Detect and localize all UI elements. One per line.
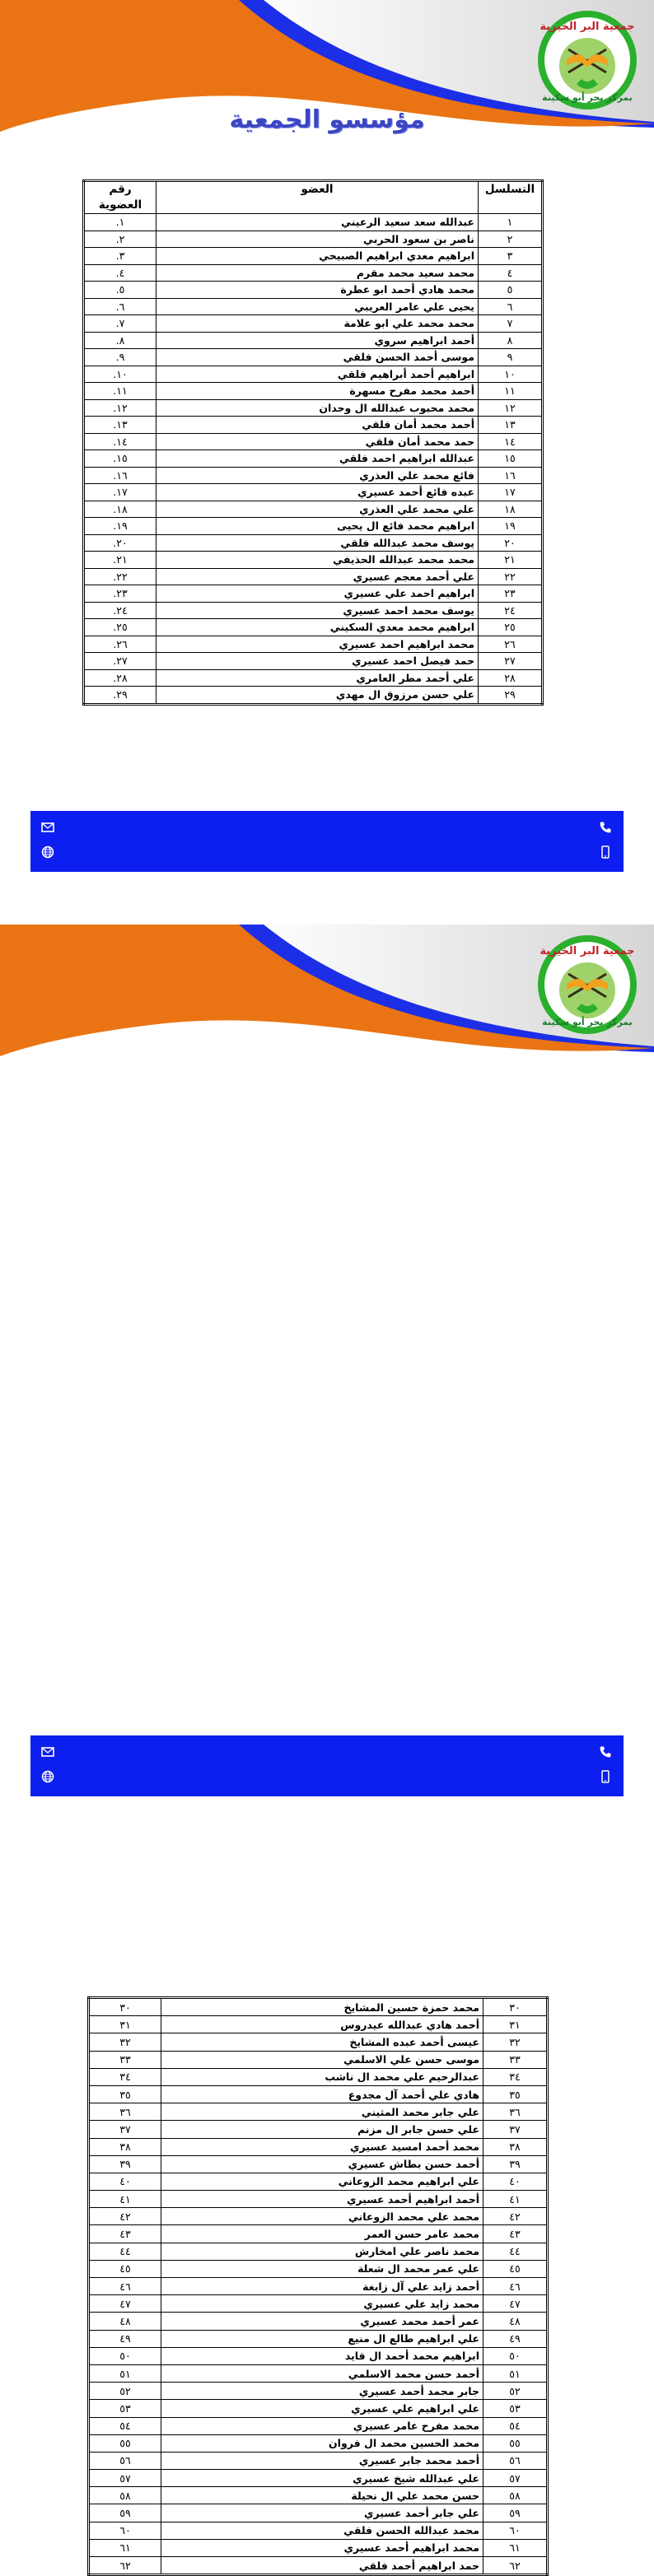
table-row <box>84 366 543 383</box>
mobile-icon <box>599 1770 612 1783</box>
member-name-cell: محمد عبدالله الحسن فلقي <box>161 2522 483 2539</box>
table-row <box>89 2470 548 2487</box>
seq-cell: ٣٩ <box>483 2155 548 2173</box>
member-name-cell: محمد ابراهيم أحمد عسيري <box>161 2539 483 2556</box>
seq-cell: ٥٤ <box>483 2417 548 2434</box>
seq-cell: ٥٥ <box>483 2434 548 2452</box>
seq-cell: ١٣ <box>479 417 543 434</box>
footer-bar <box>30 811 624 872</box>
member-name-cell: محمد محمد عبدالله الحذيفي <box>156 552 479 569</box>
membership-no-cell: ١٧. <box>84 484 156 501</box>
membership-no-cell: ٣٤ <box>89 2068 161 2085</box>
member-name-cell: ابراهيم احمد علي عسيري <box>156 585 479 603</box>
table-row <box>84 282 543 299</box>
table-row <box>84 264 543 282</box>
email-icon <box>41 821 54 834</box>
table-row <box>84 501 543 518</box>
member-name-cell: علي ابراهيم محمد الزوعاني <box>161 2173 483 2190</box>
member-name-cell: أحمد محمد أمان فلقي <box>156 417 479 434</box>
seq-cell: ٢٩ <box>479 687 543 705</box>
table-row <box>84 450 543 468</box>
table-row <box>84 417 543 434</box>
member-name-cell: أحمد حسن بطاش عسيري <box>161 2155 483 2173</box>
member-name-cell: أحمد محمد مفرح مسهرة <box>156 383 479 400</box>
table-row <box>89 2121 548 2138</box>
table-row <box>84 552 543 569</box>
seq-cell: ٤٧ <box>483 2295 548 2313</box>
seq-cell: ٣ <box>479 248 543 265</box>
member-name-cell: علي أحمد معجم عسيري <box>156 568 479 585</box>
member-name-cell: عبدالله سعد سعيد الرعيني <box>156 214 479 231</box>
member-name-cell: عمر أحمد محمد عسيري <box>161 2313 483 2330</box>
membership-no-cell: ٦٢ <box>89 2557 161 2575</box>
member-name-cell: محمد هادي أحمد ابو عطرة <box>156 282 479 299</box>
membership-no-cell: ٢٩. <box>84 687 156 705</box>
member-name-cell: حمد فيصل احمد عسيري <box>156 653 479 670</box>
seq-cell: ٤٢ <box>483 2208 548 2225</box>
table-row <box>89 2191 548 2208</box>
seq-cell: ٥٩ <box>483 2504 548 2522</box>
table-row <box>89 2173 548 2190</box>
table-row <box>84 669 543 687</box>
table-row <box>89 2085 548 2103</box>
membership-no-cell: ٤١ <box>89 2191 161 2208</box>
page-2 <box>0 925 654 2572</box>
table-row <box>89 2539 548 2556</box>
table-row <box>89 2051 548 2068</box>
table-row <box>89 2400 548 2417</box>
member-name-cell: عبدالله ابراهيم احمد فلقي <box>156 450 479 468</box>
membership-no-cell: ٣. <box>84 248 156 265</box>
member-name-cell: عيسى أحمد عبده المشايخ <box>161 2033 483 2051</box>
table-row <box>89 2313 548 2330</box>
seq-cell: ٢٨ <box>479 669 543 687</box>
membership-no-cell: ٣٩ <box>89 2155 161 2173</box>
seq-cell: ٥ <box>479 282 543 299</box>
membership-no-cell: ٢. <box>84 231 156 248</box>
seq-cell: ١٠ <box>479 366 543 383</box>
seq-cell: ٤١ <box>483 2191 548 2208</box>
footer-bar <box>30 1735 624 1796</box>
member-name-cell: أحمد هادي عبدالله عيدروس <box>161 2016 483 2033</box>
membership-no-cell: ٦. <box>84 298 156 315</box>
member-name-cell: محمد الحسين محمد ال فروان <box>161 2434 483 2452</box>
membership-no-cell: ٣٠ <box>89 1998 161 2016</box>
table-body <box>84 214 543 705</box>
seq-cell: ٢٥ <box>479 619 543 636</box>
table-row <box>84 298 543 315</box>
globe-icon <box>41 845 54 859</box>
table-row <box>84 619 543 636</box>
seq-cell: ١ <box>479 214 543 231</box>
membership-no-cell: ٥٠ <box>89 2347 161 2364</box>
membership-no-cell: ٢١. <box>84 552 156 569</box>
organization-logo <box>535 8 639 112</box>
seq-cell: ٤٥ <box>483 2260 548 2277</box>
member-name-cell: محمد محبوب عبدالله ال وحدان <box>156 399 479 417</box>
seq-cell: ٣٥ <box>483 2085 548 2103</box>
member-name-cell: يحيى علي عامر العريبي <box>156 298 479 315</box>
member-name-cell: محمد حمزة حسين المشايخ <box>161 1998 483 2016</box>
seq-cell: ١٥ <box>479 450 543 468</box>
table-row <box>89 2033 548 2051</box>
membership-no-cell: ٥٦ <box>89 2452 161 2469</box>
membership-no-cell: ٤٢ <box>89 2208 161 2225</box>
membership-no-cell: ٣٣ <box>89 2051 161 2068</box>
seq-cell: ١٤ <box>479 433 543 450</box>
table-row <box>84 568 543 585</box>
member-name-cell: ابراهيم محمد أحمد ال قايد <box>161 2347 483 2364</box>
membership-no-cell: ٣٧ <box>89 2121 161 2138</box>
seq-cell: ١٨ <box>479 501 543 518</box>
table-row <box>89 2208 548 2225</box>
membership-no-cell: ٤. <box>84 264 156 282</box>
seq-cell: ٢٠ <box>479 534 543 552</box>
table-row <box>84 484 543 501</box>
table-row <box>89 2295 548 2313</box>
globe-icon <box>41 1770 54 1783</box>
table-row <box>84 315 543 333</box>
member-name-cell: محمد علي محمد الزوعاني <box>161 2208 483 2225</box>
seq-cell: ٥٦ <box>483 2452 548 2469</box>
seq-cell: ٣٤ <box>483 2068 548 2085</box>
membership-no-cell: ٣٨ <box>89 2138 161 2155</box>
seq-cell: ٤٤ <box>483 2243 548 2260</box>
logo-text-top: جمعية البر الخيرية <box>540 945 635 957</box>
member-name-cell: علي عبدالله شيخ عسيري <box>161 2470 483 2487</box>
member-name-cell: ناصر بن سعود الحربي <box>156 231 479 248</box>
membership-no-cell: ٢٤. <box>84 602 156 619</box>
logo-text-bottom: بمركز بحر أبو سكينة <box>542 92 633 103</box>
phone-icon <box>599 821 612 834</box>
seq-cell: ١٩ <box>479 518 543 535</box>
membership-no-cell: ٣١ <box>89 2016 161 2033</box>
membership-no-cell: ١٢. <box>84 399 156 417</box>
member-name-cell: أحمد ابراهيم أحمد عسيري <box>161 2191 483 2208</box>
header-seq: التسلسل <box>479 181 543 214</box>
seq-cell: ٦١ <box>483 2539 548 2556</box>
table-row <box>84 585 543 603</box>
member-name-cell: يوسف محمد احمد عسيري <box>156 602 479 619</box>
member-name-cell: فائع محمد علي العذري <box>156 467 479 484</box>
membership-no-cell: ٥١ <box>89 2364 161 2382</box>
table-row <box>89 1998 548 2016</box>
seq-cell: ١٦ <box>479 467 543 484</box>
table-row <box>89 2225 548 2243</box>
seq-cell: ٦٠ <box>483 2522 548 2539</box>
member-name-cell: علي حسن جابر ال مزنم <box>161 2121 483 2138</box>
membership-no-cell: ٢٣. <box>84 585 156 603</box>
seq-cell: ١١ <box>479 383 543 400</box>
header-membership-no: رقم العضوية <box>84 181 156 214</box>
table-row <box>84 383 543 400</box>
seq-cell: ٣١ <box>483 2016 548 2033</box>
table-row <box>89 2330 548 2347</box>
member-name-cell: موسى أحمد الحسن فلقي <box>156 349 479 366</box>
member-name-cell: علي محمد علي العذري <box>156 501 479 518</box>
membership-no-cell: ١٠. <box>84 366 156 383</box>
member-name-cell: أحمد ابراهيم سروي <box>156 332 479 349</box>
table-row <box>89 2138 548 2155</box>
membership-no-cell: ١٦. <box>84 467 156 484</box>
member-name-cell: علي عمر محمد ال شعلة <box>161 2260 483 2277</box>
table-row <box>89 2452 548 2469</box>
seq-cell: ٥٠ <box>483 2347 548 2364</box>
membership-no-cell: ٥٨ <box>89 2487 161 2504</box>
table-row <box>89 2103 548 2121</box>
member-name-cell: جابر محمد أحمد عسيري <box>161 2383 483 2400</box>
table-row <box>89 2504 548 2522</box>
member-name-cell: أحمد محمد جابر عسيري <box>161 2452 483 2469</box>
table-row <box>89 2068 548 2085</box>
seq-cell: ٢٧ <box>479 653 543 670</box>
membership-no-cell: ٢٧. <box>84 653 156 670</box>
membership-no-cell: ٤٠ <box>89 2173 161 2190</box>
membership-no-cell: ٥. <box>84 282 156 299</box>
seq-cell: ٥٨ <box>483 2487 548 2504</box>
seq-cell: ٥٧ <box>483 2470 548 2487</box>
seq-cell: ٤٠ <box>483 2173 548 2190</box>
seq-cell: ٢١ <box>479 552 543 569</box>
member-name-cell: عبده فائع أحمد عسيري <box>156 484 479 501</box>
membership-no-cell: ٢٨. <box>84 669 156 687</box>
table-row <box>84 231 543 248</box>
membership-no-cell: ٤٥ <box>89 2260 161 2277</box>
membership-no-cell: ١٤. <box>84 433 156 450</box>
membership-no-cell: ١. <box>84 214 156 231</box>
seq-cell: ٤٦ <box>483 2278 548 2295</box>
seq-cell: ٢٤ <box>479 602 543 619</box>
member-name-cell: محمد محمد علي ابو علامة <box>156 315 479 333</box>
membership-no-cell: ٧. <box>84 315 156 333</box>
table-row <box>84 467 543 484</box>
membership-no-cell: ٥٥ <box>89 2434 161 2452</box>
logo-text-top: جمعية البر الخيرية <box>540 21 635 33</box>
membership-no-cell: ٢٥. <box>84 619 156 636</box>
membership-no-cell: ٥٣ <box>89 2400 161 2417</box>
seq-cell: ٢٣ <box>479 585 543 603</box>
member-name-cell: علي جابر أحمد عسيري <box>161 2504 483 2522</box>
membership-no-cell: ٨. <box>84 332 156 349</box>
seq-cell: ٣٧ <box>483 2121 548 2138</box>
seq-cell: ٥١ <box>483 2364 548 2382</box>
seq-cell: ٦٢ <box>483 2557 548 2575</box>
member-name-cell: أحمد حسن محمد الاسلمي <box>161 2364 483 2382</box>
member-name-cell: أحمد زايد علي آل زابغة <box>161 2278 483 2295</box>
membership-no-cell: ١٥. <box>84 450 156 468</box>
table-row <box>84 636 543 653</box>
table-row <box>84 534 543 552</box>
membership-no-cell: ٤٦ <box>89 2278 161 2295</box>
table-row <box>84 214 543 231</box>
member-name-cell: محمد سعيد محمد مقرم <box>156 264 479 282</box>
membership-no-cell: ٦٠ <box>89 2522 161 2539</box>
member-name-cell: علي ابراهيم طالع ال منيع <box>161 2330 483 2347</box>
membership-no-cell: ٣٢ <box>89 2033 161 2051</box>
table-row <box>89 2243 548 2260</box>
email-icon <box>41 1745 54 1758</box>
member-name-cell: محمد عامر حسن العمر <box>161 2225 483 2243</box>
member-name-cell: ابراهيم محمد فائع ال يحيى <box>156 518 479 535</box>
table-header-row <box>84 181 543 214</box>
member-name-cell: محمد ناصر علي امخارش <box>161 2243 483 2260</box>
table-row <box>89 2417 548 2434</box>
table-row <box>84 602 543 619</box>
table-row <box>84 248 543 265</box>
seq-cell: ٣٨ <box>483 2138 548 2155</box>
member-name-cell: حسن محمد علي ال نحيلة <box>161 2487 483 2504</box>
table-row <box>89 2522 548 2539</box>
table-row <box>89 2155 548 2173</box>
member-name-cell: يوسف محمد عبدالله فلقي <box>156 534 479 552</box>
table-row <box>89 2487 548 2504</box>
seq-cell: ٢ <box>479 231 543 248</box>
table-row <box>89 2364 548 2382</box>
seq-cell: ٢٢ <box>479 568 543 585</box>
page-1 <box>0 0 654 925</box>
membership-no-cell: ٥٩ <box>89 2504 161 2522</box>
page-title: مؤسسو الجمعية <box>229 105 425 134</box>
logo-text-bottom: بمركز بحر أبو سكينة <box>542 1017 633 1027</box>
member-name-cell: محمد مفرح عامر عسيري <box>161 2417 483 2434</box>
membership-no-cell: ٩. <box>84 349 156 366</box>
header-member: العضو <box>156 181 479 214</box>
member-name-cell: محمد زايد علي عسيري <box>161 2295 483 2313</box>
table-row <box>89 2434 548 2452</box>
seq-cell: ٤٩ <box>483 2330 548 2347</box>
membership-no-cell: ٤٤ <box>89 2243 161 2260</box>
seq-cell: ٩ <box>479 349 543 366</box>
seq-cell: ٧ <box>479 315 543 333</box>
member-name-cell: علي حسن مرزوق ال مهدي <box>156 687 479 705</box>
seq-cell: ٥٣ <box>483 2400 548 2417</box>
member-name-cell: هادي علي أحمد آل مجدوع <box>161 2085 483 2103</box>
founders-table-continued <box>87 1996 549 2576</box>
table-row <box>84 332 543 349</box>
table-row <box>84 518 543 535</box>
member-name-cell: ابراهيم معدي ابراهيم الصبيحي <box>156 248 479 265</box>
member-name-cell: حمد ابراهيم أحمد فلقي <box>161 2557 483 2575</box>
table-row <box>89 2278 548 2295</box>
membership-no-cell: ٤٨ <box>89 2313 161 2330</box>
seq-cell: ٥٢ <box>483 2383 548 2400</box>
seq-cell: ٤ <box>479 264 543 282</box>
membership-no-cell: ١٩. <box>84 518 156 535</box>
seq-cell: ٣٢ <box>483 2033 548 2051</box>
table-row <box>84 653 543 670</box>
member-name-cell: ابراهيم محمد معدي السكيني <box>156 619 479 636</box>
table-row <box>84 687 543 705</box>
seq-cell: ٤٣ <box>483 2225 548 2243</box>
member-name-cell: عبدالرحيم علي محمد ال ناشب <box>161 2068 483 2085</box>
founders-table <box>82 179 544 706</box>
phone-icon <box>599 1745 612 1758</box>
table-row <box>89 2383 548 2400</box>
seq-cell: ٣٦ <box>483 2103 548 2121</box>
member-name-cell: محمد ابراهيم احمد عسيري <box>156 636 479 653</box>
seq-cell: ٣٠ <box>483 1998 548 2016</box>
table-row <box>89 2016 548 2033</box>
table-row <box>84 433 543 450</box>
membership-no-cell: ٢٢. <box>84 568 156 585</box>
membership-no-cell: ٣٦ <box>89 2103 161 2121</box>
member-name-cell: علي أحمد مطر العامري <box>156 669 479 687</box>
table-row <box>84 399 543 417</box>
member-name-cell: محمد أحمد امسيد عسيري <box>161 2138 483 2155</box>
seq-cell: ٣٣ <box>483 2051 548 2068</box>
membership-no-cell: ٢٦. <box>84 636 156 653</box>
membership-no-cell: ٣٥ <box>89 2085 161 2103</box>
organization-logo <box>535 933 639 1036</box>
seq-cell: ١٢ <box>479 399 543 417</box>
member-name-cell: علي ابراهيم علي عسيري <box>161 2400 483 2417</box>
seq-cell: ٨ <box>479 332 543 349</box>
membership-no-cell: ٥٧ <box>89 2470 161 2487</box>
table-row <box>89 2260 548 2277</box>
member-name-cell: ابراهيم أحمد أبراهيم فلقي <box>156 366 479 383</box>
membership-no-cell: ١٣. <box>84 417 156 434</box>
membership-no-cell: ٤٣ <box>89 2225 161 2243</box>
membership-no-cell: ١٨. <box>84 501 156 518</box>
membership-no-cell: ١١. <box>84 383 156 400</box>
mobile-icon <box>599 845 612 859</box>
member-name-cell: موسى حسن علي الاسلمي <box>161 2051 483 2068</box>
table-body <box>89 1998 548 2575</box>
seq-cell: ٢٦ <box>479 636 543 653</box>
seq-cell: ٤٨ <box>483 2313 548 2330</box>
membership-no-cell: ٥٤ <box>89 2417 161 2434</box>
membership-no-cell: ٥٢ <box>89 2383 161 2400</box>
membership-no-cell: ٤٩ <box>89 2330 161 2347</box>
table-row <box>84 349 543 366</box>
table-row <box>89 2347 548 2364</box>
member-name-cell: حمد محمد أمان فلقي <box>156 433 479 450</box>
membership-no-cell: ٢٠. <box>84 534 156 552</box>
membership-no-cell: ٤٧ <box>89 2295 161 2313</box>
table-row <box>89 2557 548 2575</box>
membership-no-cell: ٦١ <box>89 2539 161 2556</box>
member-name-cell: علي جابر محمد المثيني <box>161 2103 483 2121</box>
seq-cell: ٦ <box>479 298 543 315</box>
seq-cell: ١٧ <box>479 484 543 501</box>
